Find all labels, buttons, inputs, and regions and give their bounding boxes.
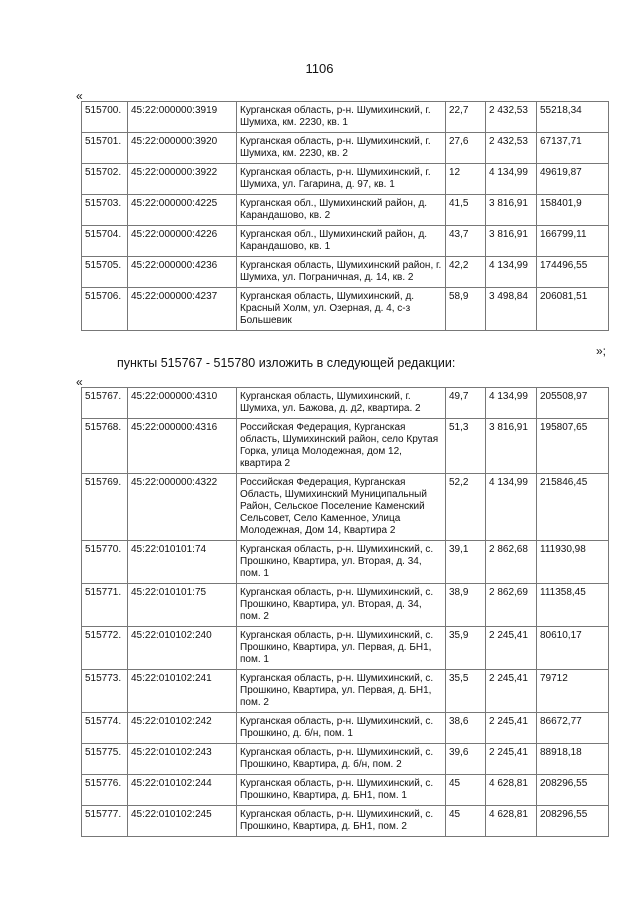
cadastral-value-cell: 86672,77 — [537, 713, 609, 744]
table-row — [82, 257, 609, 288]
cadastral-number-cell: 45:22:000000:4316 — [128, 419, 237, 474]
item-number-cell: 515775. — [82, 744, 128, 775]
cadastral-number-cell: 45:22:010102:241 — [128, 670, 237, 713]
unit-value-cell: 2 862,69 — [486, 584, 537, 627]
area-cell: 22,7 — [446, 102, 486, 133]
cadastral-value-cell: 206081,51 — [537, 288, 609, 331]
opening-quote-2: « — [76, 375, 83, 389]
item-number-cell: 515776. — [82, 775, 128, 806]
item-number-cell: 515703. — [82, 195, 128, 226]
address-cell: Курганская область, р-н. Шумихинский, с. Прошкино, Квартира, ул. Первая, д. БН1, пом. 1 — [237, 627, 446, 670]
address-cell: Курганская область, р-н. Шумихинский, г. Шумиха, км. 2230, кв. 1 — [237, 102, 446, 133]
item-number-cell: 515767. — [82, 388, 128, 419]
item-number-cell: 515702. — [82, 164, 128, 195]
cadastral-number-cell: 45:22:010102:245 — [128, 806, 237, 837]
item-number-cell: 515774. — [82, 713, 128, 744]
unit-value-cell: 2 245,41 — [486, 627, 537, 670]
cadastral-value-cell: 166799,11 — [537, 226, 609, 257]
unit-value-cell: 4 628,81 — [486, 775, 537, 806]
address-cell: Курганская область, р-н. Шумихинский, г. Шумиха, ул. Гагарина, д. 97, кв. 1 — [237, 164, 446, 195]
table-row — [82, 288, 609, 331]
cadastral-number-cell: 45:22:000000:4225 — [128, 195, 237, 226]
item-number-cell: 515706. — [82, 288, 128, 331]
item-number-cell: 515770. — [82, 541, 128, 584]
area-cell: 35,9 — [446, 627, 486, 670]
cadastral-value-cell: 79712 — [537, 670, 609, 713]
closing-quote: »; — [595, 344, 606, 358]
cadastral-value-cell: 208296,55 — [537, 806, 609, 837]
address-cell: Курганская область, р-н. Шумихинский, с. Прошкино, Квартира, д. БН1, пом. 2 — [237, 806, 446, 837]
area-cell: 41,5 — [446, 195, 486, 226]
item-number-cell: 515768. — [82, 419, 128, 474]
item-number-cell: 515772. — [82, 627, 128, 670]
cadastral-value-cell: 174496,55 — [537, 257, 609, 288]
unit-value-cell: 3 816,91 — [486, 419, 537, 474]
unit-value-cell: 4 134,99 — [486, 164, 537, 195]
address-cell: Курганская область, р-н. Шумихинский, с. Прошкино, Квартира, ул. Первая, д. БН1, пом. 2 — [237, 670, 446, 713]
unit-value-cell: 2 245,41 — [486, 670, 537, 713]
table-row — [82, 474, 609, 541]
area-cell: 49,7 — [446, 388, 486, 419]
cadastral-number-cell: 45:22:010102:242 — [128, 713, 237, 744]
cadastral-value-cell: 111358,45 — [537, 584, 609, 627]
table-row — [82, 102, 609, 133]
area-cell: 12 — [446, 164, 486, 195]
cadastral-number-cell: 45:22:000000:4310 — [128, 388, 237, 419]
item-number-cell: 515773. — [82, 670, 128, 713]
cadastral-value-cell: 55218,34 — [537, 102, 609, 133]
unit-value-cell: 4 134,99 — [486, 257, 537, 288]
unit-value-cell: 3 816,91 — [486, 195, 537, 226]
cadastral-number-cell: 45:22:000000:3922 — [128, 164, 237, 195]
address-cell: Курганская область, р-н. Шумихинский, с. Прошкино, Квартира, ул. Вторая, д. 34, пом. 1 — [237, 541, 446, 584]
cadastral-number-cell: 45:22:010102:244 — [128, 775, 237, 806]
area-cell: 38,9 — [446, 584, 486, 627]
area-cell: 42,2 — [446, 257, 486, 288]
area-cell: 51,3 — [446, 419, 486, 474]
address-cell: Курганская обл., Шумихинский район, д. Карандашово, кв. 1 — [237, 226, 446, 257]
table-row — [82, 195, 609, 226]
table-row — [82, 713, 609, 744]
unit-value-cell: 2 245,41 — [486, 713, 537, 744]
table-row — [82, 164, 609, 195]
address-cell: Курганская область, р-н. Шумихинский, с. Прошкино, Квартира, д. б/н, пом. 2 — [237, 744, 446, 775]
address-cell: Курганская область, р-н. Шумихинский, с. Прошкино, Квартира, д. БН1, пом. 1 — [237, 775, 446, 806]
cadastral-number-cell: 45:22:000000:4226 — [128, 226, 237, 257]
item-number-cell: 515771. — [82, 584, 128, 627]
address-cell: Курганская область, р-н. Шумихинский, с. Прошкино, д. б/н, пом. 1 — [237, 713, 446, 744]
area-cell: 52,2 — [446, 474, 486, 541]
registry-table-amended — [81, 387, 609, 837]
area-cell: 43,7 — [446, 226, 486, 257]
address-cell: Курганская область, Шумихинский район, г. Шумиха, ул. Пограничная, д. 14, кв. 2 — [237, 257, 446, 288]
unit-value-cell: 2 432,53 — [486, 102, 537, 133]
table-row — [82, 226, 609, 257]
registry-table-previous — [81, 101, 609, 331]
cadastral-number-cell: 45:22:000000:4237 — [128, 288, 237, 331]
item-number-cell: 515705. — [82, 257, 128, 288]
unit-value-cell: 4 628,81 — [486, 806, 537, 837]
item-number-cell: 515777. — [82, 806, 128, 837]
area-cell: 45 — [446, 775, 486, 806]
area-cell: 39,1 — [446, 541, 486, 584]
unit-value-cell: 2 245,41 — [486, 744, 537, 775]
table-row — [82, 541, 609, 584]
address-cell: Курганская область, Шумихинский, г. Шумиха, ул. Бажова, д. д2, квартира. 2 — [237, 388, 446, 419]
amendment-instruction: пункты 515767 - 515780 изложить в следующей редакции: — [117, 356, 456, 370]
cadastral-number-cell: 45:22:000000:3919 — [128, 102, 237, 133]
cadastral-value-cell: 67137,71 — [537, 133, 609, 164]
cadastral-number-cell: 45:22:010101:74 — [128, 541, 237, 584]
address-cell: Курганская область, Шумихинский, д. Красный Холм, ул. Озерная, д. 4, с-з Большевик — [237, 288, 446, 331]
address-cell: Курганская область, р-н. Шумихинский, с. Прошкино, Квартира, ул. Вторая, д. 34, пом. 2 — [237, 584, 446, 627]
table-row — [82, 133, 609, 164]
cadastral-number-cell: 45:22:000000:3920 — [128, 133, 237, 164]
opening-quote: « — [76, 89, 83, 103]
table-row — [82, 584, 609, 627]
unit-value-cell: 3 816,91 — [486, 226, 537, 257]
area-cell: 45 — [446, 806, 486, 837]
table-row — [82, 627, 609, 670]
item-number-cell: 515700. — [82, 102, 128, 133]
table-row — [82, 775, 609, 806]
address-cell: Российская Федерация, Курганская Область, Шумихинский Муниципальный Район, Сельское Поселение Каменский Сельсовет, Село Каменное, Улица Молодежная, Дом 14, Квартира 2 — [237, 474, 446, 541]
unit-value-cell: 3 498,84 — [486, 288, 537, 331]
cadastral-value-cell: 80610,17 — [537, 627, 609, 670]
area-cell: 27,6 — [446, 133, 486, 164]
cadastral-value-cell: 208296,55 — [537, 775, 609, 806]
item-number-cell: 515701. — [82, 133, 128, 164]
area-cell: 39,6 — [446, 744, 486, 775]
cadastral-number-cell: 45:22:010102:240 — [128, 627, 237, 670]
cadastral-value-cell: 111930,98 — [537, 541, 609, 584]
cadastral-value-cell: 195807,65 — [537, 419, 609, 474]
cadastral-value-cell: 88918,18 — [537, 744, 609, 775]
unit-value-cell: 2 432,53 — [486, 133, 537, 164]
item-number-cell: 515704. — [82, 226, 128, 257]
unit-value-cell: 2 862,68 — [486, 541, 537, 584]
table-row — [82, 670, 609, 713]
area-cell: 58,9 — [446, 288, 486, 331]
unit-value-cell: 4 134,99 — [486, 474, 537, 541]
address-cell: Курганская обл., Шумихинский район, д. Карандашово, кв. 2 — [237, 195, 446, 226]
cadastral-value-cell: 215846,45 — [537, 474, 609, 541]
table-row — [82, 388, 609, 419]
area-cell: 35,5 — [446, 670, 486, 713]
cadastral-value-cell: 205508,97 — [537, 388, 609, 419]
address-cell: Курганская область, р-н. Шумихинский, г. Шумиха, км. 2230, кв. 2 — [237, 133, 446, 164]
cadastral-number-cell: 45:22:000000:4236 — [128, 257, 237, 288]
item-number-cell: 515769. — [82, 474, 128, 541]
cadastral-number-cell: 45:22:010101:75 — [128, 584, 237, 627]
cadastral-number-cell: 45:22:000000:4322 — [128, 474, 237, 541]
cadastral-value-cell: 158401,9 — [537, 195, 609, 226]
table-row — [82, 744, 609, 775]
page-number: 1106 — [305, 61, 334, 76]
address-cell: Российская Федерация, Курганская область, Шумихинский район, село Крутая Горка, улица Молодежная, дом 12, квартира 2 — [237, 419, 446, 474]
table-row — [82, 419, 609, 474]
cadastral-value-cell: 49619,87 — [537, 164, 609, 195]
table-row — [82, 806, 609, 837]
unit-value-cell: 4 134,99 — [486, 388, 537, 419]
cadastral-number-cell: 45:22:010102:243 — [128, 744, 237, 775]
area-cell: 38,6 — [446, 713, 486, 744]
